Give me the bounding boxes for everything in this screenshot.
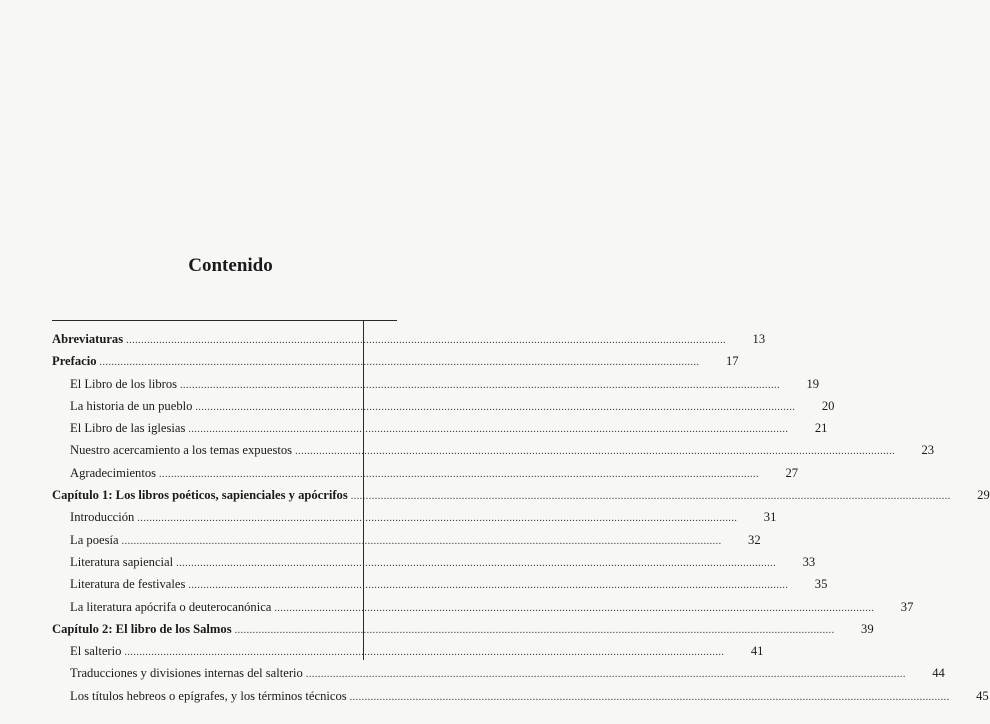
dot-leader: ........................................................................................................................................................................................................ (349, 691, 950, 703)
toc-entry (52, 529, 761, 551)
dot-leader: ........................................................................................................................................................................................................ (350, 491, 951, 503)
dot-leader: ........................................................................................................................................................................................................ (195, 401, 796, 413)
table-of-contents (52, 328, 990, 707)
toc-entry (52, 484, 990, 506)
toc-entry-label: Literatura sapiencial (70, 554, 174, 569)
dot-leader: ........................................................................................................................................................................................................ (126, 335, 727, 346)
toc-entry-label: Agradecimientos (70, 465, 157, 480)
toc-entry-page-number: 37 (900, 599, 914, 614)
toc-entry-label: Nuestro acercamiento a los temas expuestos (70, 443, 293, 458)
toc-entry-label: El salterio (70, 644, 122, 659)
toc-entry-page-number: 27 (785, 465, 799, 480)
toc-entry-page-number: 21 (814, 421, 828, 436)
dot-leader: ........................................................................................................................................................................................................ (305, 669, 906, 681)
toc-entry-label: Abreviaturas (52, 332, 124, 346)
toc-entry-page-number: 33 (802, 554, 816, 569)
toc-entry-label: La literatura apócrifa o deuterocanónica (70, 599, 272, 614)
toc-entry-page-number: 13 (752, 332, 766, 346)
toc-entry (52, 395, 835, 417)
toc-entry-page-number: 17 (725, 354, 739, 369)
toc-entry-label: La historia de un pueblo (70, 398, 193, 413)
dot-leader: ........................................................................................................................................................................................................ (124, 647, 725, 659)
toc-entry-page-number: 39 (861, 621, 874, 636)
dot-leader: ........................................................................................................................................................................................................ (180, 379, 781, 391)
toc-entry (52, 551, 816, 573)
toc-entry (52, 685, 989, 707)
page-title: Contenido (188, 255, 273, 276)
toc-entry-label: El Libro de los libros (70, 376, 178, 391)
toc-entry-page-number: 31 (763, 510, 777, 525)
top-rule (52, 320, 397, 321)
toc-entry (52, 662, 945, 684)
toc-entry-label: Capítulo 2: El libro de los Salmos (52, 621, 232, 636)
toc-entry-label: Traducciones y divisiones internas del salterio (70, 666, 303, 681)
dot-leader: ........................................................................................................................................................................................................ (274, 602, 875, 614)
toc-entry-label: Introducción (70, 510, 135, 525)
toc-entry (52, 640, 764, 662)
dot-leader: ........................................................................................................................................................................................................ (234, 624, 835, 636)
toc-entry (52, 439, 935, 461)
toc-entry (52, 596, 914, 618)
toc-entry-label: Prefacio (52, 354, 97, 369)
toc-entry-page-number: 23 (921, 443, 935, 458)
toc-entry (52, 618, 874, 640)
dot-leader: ........................................................................................................................................................................................................ (137, 513, 738, 525)
toc-entry (52, 506, 777, 528)
toc-entry-page-number: 19 (806, 376, 820, 391)
dot-leader: ........................................................................................................................................................................................................ (188, 580, 789, 592)
toc-entry-label: La poesía (70, 532, 119, 547)
toc-entry (52, 350, 739, 372)
toc-entry (52, 417, 828, 439)
toc-entry (52, 373, 820, 395)
toc-entry-label: El Libro de las iglesias (70, 421, 186, 436)
toc-entry-label: Literatura de festivales (70, 577, 186, 592)
toc-entry-label: Capítulo 1: Los libros poéticos, sapienciales y apócrifos (52, 488, 348, 503)
toc-entry-page-number: 44 (932, 666, 945, 681)
toc-entry (52, 462, 799, 484)
toc-entry-page-number: 35 (814, 577, 828, 592)
toc-entry-page-number: 41 (750, 644, 764, 659)
toc-entry-page-number: 32 (748, 532, 761, 547)
dot-leader: ........................................................................................................................................................................................................ (176, 557, 777, 569)
toc-entry-page-number: 20 (821, 398, 835, 413)
dot-leader: ........................................................................................................................................................................................................ (188, 424, 789, 436)
toc-entry-label: Los títulos hebreos o epígrafes, y los términos técnicos (70, 688, 347, 703)
dot-leader: ........................................................................................................................................................................................................ (295, 446, 896, 458)
toc-entry-page-number: 29 (977, 488, 990, 503)
dot-leader: ........................................................................................................................................................................................................ (99, 357, 700, 369)
dot-leader: ........................................................................................................................................................................................................ (159, 468, 760, 480)
toc-entry (52, 573, 828, 595)
toc-entry-page-number: 45 (976, 688, 989, 703)
toc-entry (52, 328, 766, 350)
dot-leader: ........................................................................................................................................................................................................ (121, 535, 722, 547)
